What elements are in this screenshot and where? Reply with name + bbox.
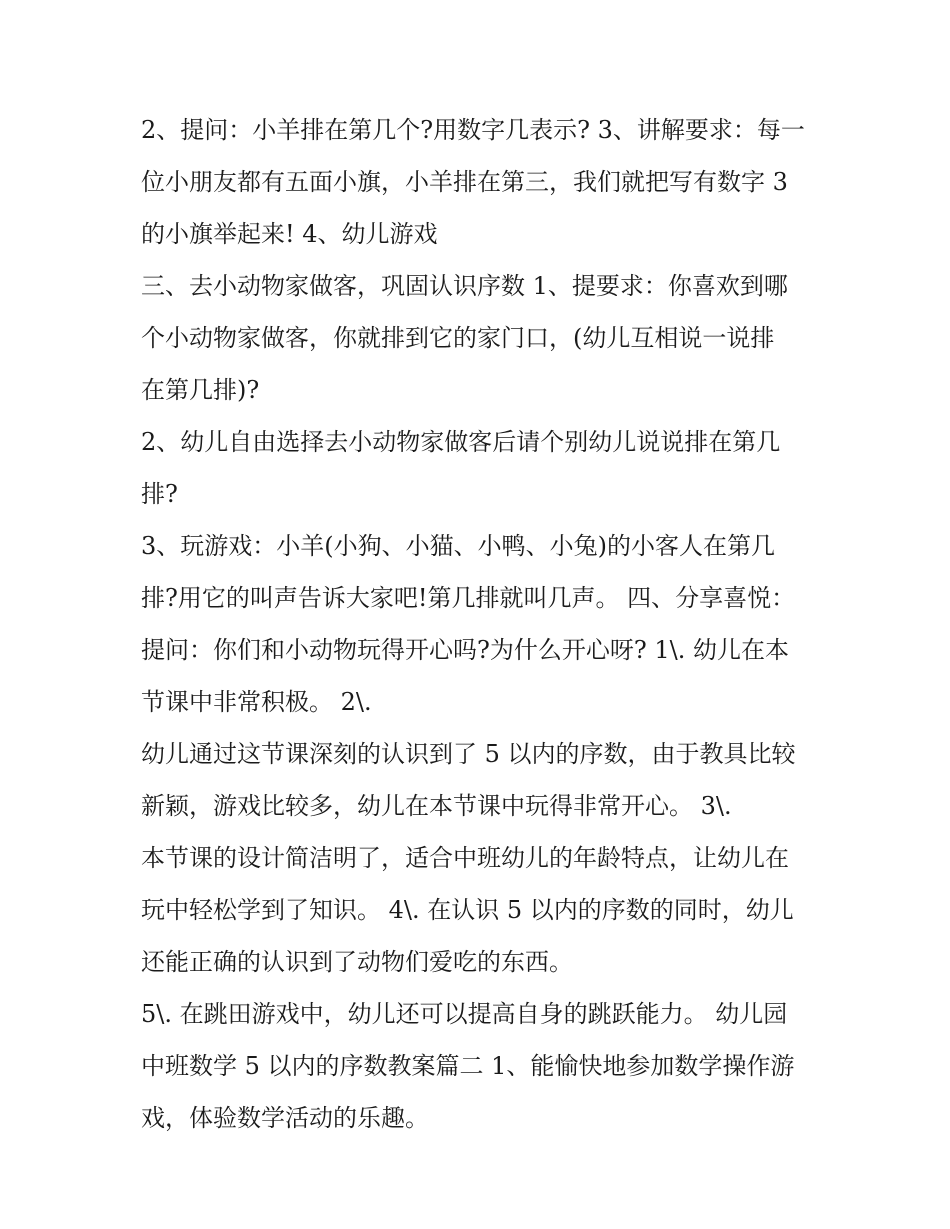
text-line: 中班数学 5 以内的序数教案篇二 1、能愉快地参加数学操作游 <box>141 1052 795 1080</box>
text-line: 在第几排)? <box>141 376 260 404</box>
text-line: 提问：你们和小动物玩得开心吗?为什么开心呀? 1\. 幼儿在本 <box>141 636 789 664</box>
text-line: 位小朋友都有五面小旗，小羊排在第三，我们就把写有数字 3 <box>141 168 788 196</box>
text-line: 排? <box>141 480 178 508</box>
text-line: 本节课的设计简洁明了，适合中班幼儿的年龄特点，让幼儿在 <box>141 844 789 872</box>
text-line: 3、玩游戏：小羊(小狗、小猫、小鸭、小兔)的小客人在第几 <box>141 532 775 560</box>
text-line: 节课中非常积极。 2\. <box>141 688 372 716</box>
text-line: 幼儿通过这节课深刻的认识到了 5 以内的序数，由于教具比较 <box>141 740 796 768</box>
text-line: 戏，体验数学活动的乐趣。 <box>141 1104 429 1132</box>
text-line: 2、幼儿自由选择去小动物家做客后请个别幼儿说说排在第几 <box>141 428 781 456</box>
text-line: 5\. 在跳田游戏中，幼儿还可以提高自身的跳跃能力。 幼儿园 <box>141 1000 788 1028</box>
text-line: 排?用它的叫声告诉大家吧!第几排就叫几声。 四、分享喜悦： <box>141 584 796 612</box>
text-line: 的小旗举起来! 4、幼儿游戏 <box>141 220 438 248</box>
text-line: 玩中轻松学到了知识。 4\. 在认识 5 以内的序数的同时，幼儿 <box>141 896 794 924</box>
document-body <box>141 104 821 1144</box>
text-line: 新颖，游戏比较多，幼儿在本节课中玩得非常开心。 3\. <box>141 792 732 820</box>
text-line: 个小动物家做客，你就排到它的家门口，(幼儿互相说一说排 <box>141 324 775 352</box>
text-line: 还能正确的认识到了动物们爱吃的东西。 <box>141 948 573 976</box>
text-line: 三、去小动物家做客，巩固认识序数 1、提要求：你喜欢到哪 <box>141 272 788 300</box>
text-line: 2、提问：小羊排在第几个?用数字几表示? 3、讲解要求：每一 <box>141 116 805 144</box>
